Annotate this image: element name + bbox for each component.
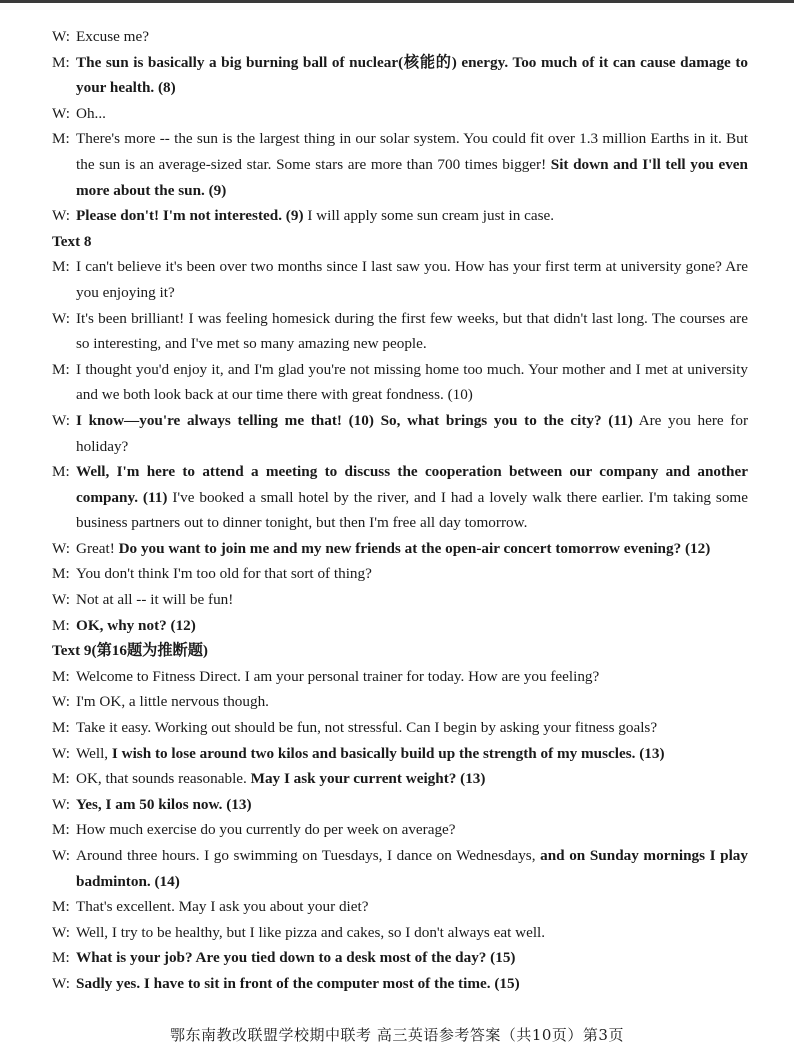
speaker-label: M:: [52, 258, 70, 276]
speaker-label: M:: [52, 616, 70, 634]
dialogue-text: Not at all -- it will be fun!: [76, 591, 234, 609]
section-heading: Text 8: [52, 232, 92, 250]
dialogue-line: [52, 664, 748, 690]
answer-text: What is your job? Are you tied down to a desk most of the day? (15): [76, 949, 516, 967]
dialogue-line: [52, 766, 748, 792]
answer-text: I know—you're always telling me that! (10) So, what brings you to the city? (11): [76, 411, 633, 429]
dialogue-line: [52, 689, 748, 715]
dialogue-line: [52, 715, 748, 741]
answer-text: Yes, I am 50 kilos now. (13): [76, 795, 252, 813]
dialogue-line: [52, 894, 748, 920]
speaker-label: M:: [52, 360, 70, 378]
dialogue-text: Well, I try to be healthy, but I like pizza and cakes, so I don't always eat well.: [76, 923, 546, 941]
dialogue-line: [52, 945, 748, 971]
section-heading: Text 9(第16题为推断题): [52, 642, 208, 660]
speaker-label: W:: [52, 591, 70, 609]
dialogue-line: [52, 920, 748, 946]
speaker-label: M:: [52, 53, 70, 71]
dialogue-line: [52, 101, 748, 127]
dialogue-line: [52, 357, 748, 408]
dialogue-line: [52, 24, 748, 50]
dialogue-line: [52, 536, 748, 562]
dialogue-line: [52, 126, 748, 203]
dialogue-text: How much exercise do you currently do per week on average?: [76, 821, 456, 839]
speaker-label: W:: [52, 744, 70, 762]
speaker-label: M:: [52, 821, 70, 839]
answer-text: Please don't! I'm not interested. (9): [76, 207, 304, 225]
answer-text: Sadly yes. I have to sit in front of the computer most of the time. (15): [76, 974, 520, 992]
dialogue-text: Around three hours. I go swimming on Tuesdays, I dance on Wednesdays,: [76, 847, 541, 864]
speaker-label: W:: [52, 847, 70, 864]
speaker-label: W:: [52, 923, 70, 941]
dialogue-text: Oh...: [76, 104, 106, 122]
dialogue-line: [52, 843, 748, 894]
speaker-label: M:: [52, 719, 70, 737]
dialogue-text: It's been brilliant! I was feeling homesick during the first few weeks, but that didn't last long. The courses are so interesting, and I've met so many amazing new people.: [76, 309, 748, 353]
speaker-label: W:: [52, 28, 70, 45]
dialogue-text: Take it easy. Working out should be fun, not stressful. Can I begin by asking your fitness goals?: [76, 719, 658, 737]
transcript: [52, 24, 748, 997]
speaker-label: M:: [52, 463, 70, 481]
dialogue-text: There's more -- the sun is the largest thing in our solar system. You could fit over 1.3 million Earths in it. But the sun is an average-sized star. Some stars are more than 700 times bigger!: [76, 130, 748, 173]
dialogue-line: [52, 587, 748, 613]
dialogue-line: [52, 817, 748, 843]
dialogue-line: [52, 306, 748, 357]
answer-text: OK, why not? (12): [76, 616, 196, 634]
dialogue-text: Are you here for holiday?: [76, 411, 749, 455]
answer-text: I wish to lose around two kilos and basically build up the strength of my muscles. (13): [111, 744, 665, 762]
answer-text: and on Sunday mornings I play badminton. (14): [76, 847, 748, 890]
dialogue-line: [52, 741, 748, 767]
speaker-label: W:: [52, 411, 70, 429]
speaker-label: M:: [52, 770, 70, 788]
dialogue-text: I will apply some sun cream just in case.: [303, 207, 555, 225]
dialogue-text: You don't think I'm too old for that sort of thing?: [76, 565, 372, 583]
dialogue-text: I've booked a small hotel by the river, and I had a lovely walk there earlier. I'm taking some business partners out to dinner tonight, but then I'm free all day tomorrow.: [76, 488, 748, 532]
dialogue-line: [52, 203, 748, 229]
answer-text: Do you want to join me and my new friends at the open-air concert tomorrow evening? (12): [118, 539, 711, 557]
dialogue-line: [52, 254, 748, 305]
speaker-label: W:: [52, 104, 70, 122]
dialogue-line: [52, 971, 748, 997]
dialogue-text: OK, that sounds reasonable.: [76, 770, 251, 788]
speaker-label: M:: [52, 898, 70, 916]
speaker-label: W:: [52, 693, 70, 711]
answer-text: The sun is basically a big burning ball of nuclear(核能的) energy. Too much of it can cause damage to your health. (8): [76, 53, 748, 97]
dialogue-text: I can't believe it's been over two months since I last saw you. How has your first term at university gone? Are you enjoying it?: [76, 258, 748, 301]
dialogue-line: [52, 408, 748, 459]
dialogue-line: [52, 50, 748, 101]
dialogue-text: Great!: [76, 539, 119, 557]
dialogue-text: Well,: [76, 744, 112, 762]
dialogue-text: Excuse me?: [76, 28, 149, 45]
dialogue-line: [52, 613, 748, 639]
dialogue-text: I thought you'd enjoy it, and I'm glad you're not missing home too much. Your mother and I met at university and we both look back at our time there with great fondness. (10): [76, 360, 748, 404]
dialogue-text: Welcome to Fitness Direct. I am your personal trainer for today. How are you feeling?: [76, 667, 600, 685]
top-border: [0, 0, 794, 3]
page-footer: 鄂东南教改联盟学校期中联考 高三英语参考答案（共10页）第3页: [170, 1026, 624, 1044]
dialogue-line: [52, 459, 748, 536]
speaker-label: M:: [52, 667, 70, 685]
speaker-label: W:: [52, 539, 70, 557]
answer-text: May I ask your current weight? (13): [250, 770, 486, 788]
speaker-label: W:: [52, 974, 70, 992]
dialogue-text: That's excellent. May I ask you about your diet?: [76, 898, 369, 916]
speaker-label: W:: [52, 309, 70, 327]
speaker-label: W:: [52, 207, 70, 225]
speaker-label: M:: [52, 949, 70, 967]
speaker-label: W:: [52, 795, 70, 813]
speaker-label: M:: [52, 565, 70, 583]
dialogue-line: [52, 792, 748, 818]
dialogue-text: I'm OK, a little nervous though.: [76, 693, 269, 711]
answer-text: Sit down and I'll tell you even more about the sun. (9): [76, 155, 748, 199]
answer-text: Well, I'm here to attend a meeting to discuss the cooperation between our company and another company. (11): [76, 463, 748, 506]
dialogue-line: [52, 561, 748, 587]
speaker-label: M:: [52, 130, 70, 148]
